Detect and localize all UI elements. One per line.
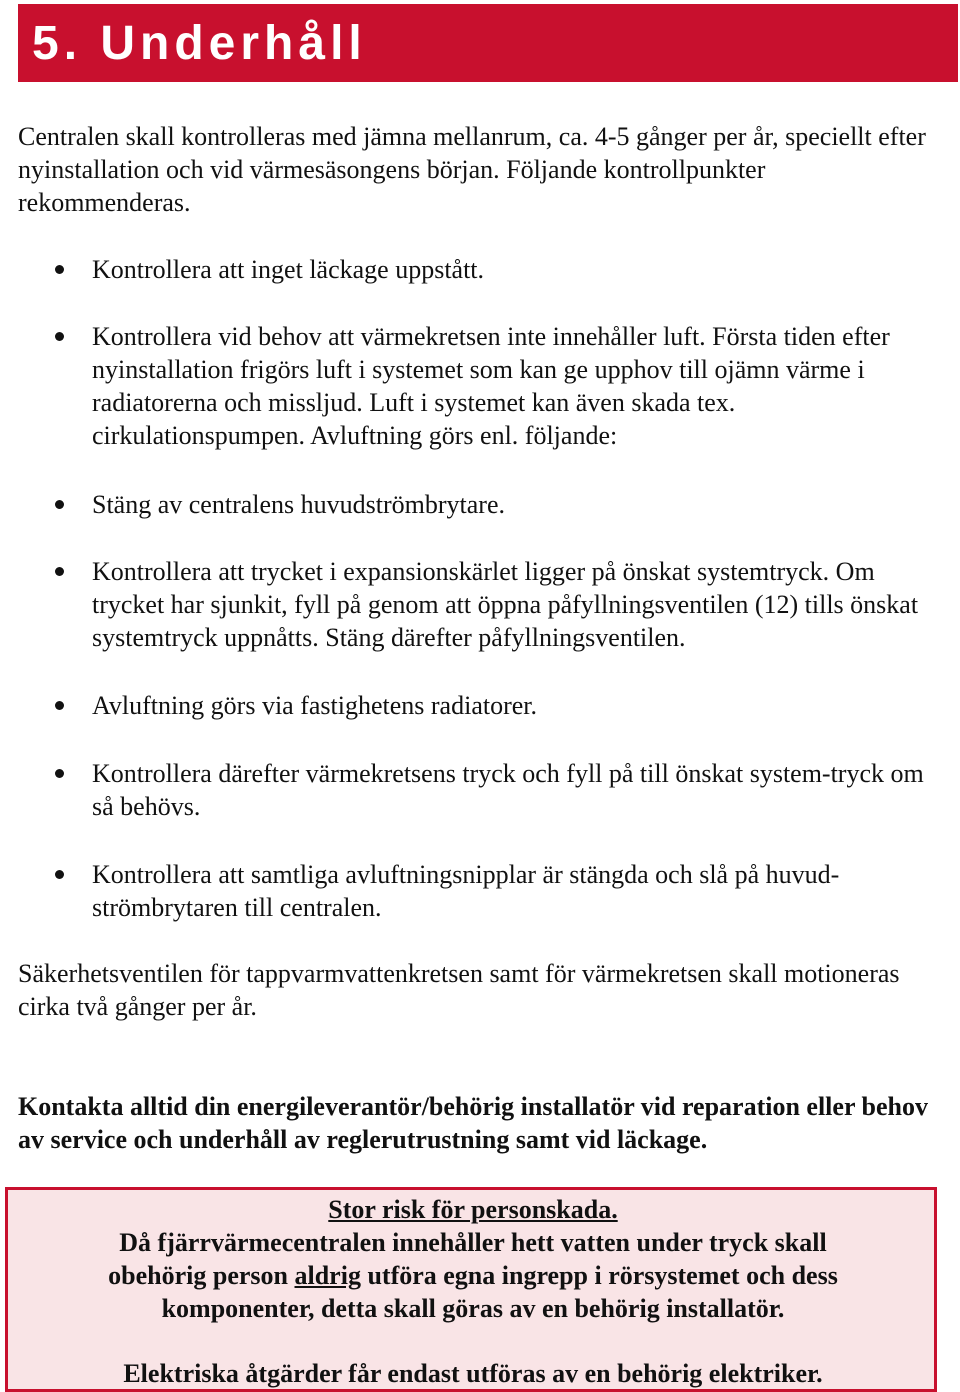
list-item: Kontrollera vid behov att värmekretsen inte innehåller luft. Första tiden efter nyinstallation frigörs luft i systemet som kan ge upphov till ojämn värme i radiatorerna och missljud. Luft i systemet kan även skada tex. cirkulationspumpen. Avluftning görs enl. följande:: [92, 322, 890, 450]
warning-line: [8, 1259, 938, 1292]
list-item: Stäng av centralens huvudströmbrytare.: [92, 490, 505, 519]
bullet-icon: [55, 265, 64, 274]
warning-line: komponenter, detta skall göras av en behörig installatör.: [161, 1294, 785, 1323]
list-item: Kontrollera att inget läckage uppstått.: [92, 255, 485, 284]
section-header: [18, 4, 958, 82]
safety-valve-paragraph: Säkerhetsventilen för tappvarmvattenkretsen samt för värmekretsen skall motioneras cirka två gånger per år.: [18, 959, 900, 1021]
section-title: 5. Underhåll: [32, 17, 367, 70]
bullet-icon: [55, 701, 64, 710]
warning-emphasis: aldrig: [294, 1261, 361, 1290]
warning-electrical-note: Elektriska åtgärder får endast utföras av en behörig elektriker.: [123, 1359, 823, 1388]
list-item: Kontrollera att trycket i expansionskärlet ligger på önskat systemtryck. Om trycket har sjunkit, fyll på genom att öppna påfyllningsventilen (12) tills önskat systemtryck uppnåtts. Stäng därefter påfyllningsventilen.: [92, 557, 919, 652]
bullet-icon: [55, 769, 64, 778]
list-item: Kontrollera därefter värmekretsens tryck och fyll på till önskat system-tryck om så behövs.: [92, 759, 924, 821]
warning-line: Då fjärrvärmecentralen innehåller hett vatten under tryck skall: [119, 1228, 827, 1257]
warning-text: utföra egna ingrepp i rörsystemet och dess: [360, 1261, 838, 1290]
list-item: Avluftning görs via fastighetens radiatorer.: [92, 691, 538, 720]
intro-paragraph: Centralen skall kontrolleras med jämna mellanrum, ca. 4-5 gånger per år, speciellt efter nyinstallation och vid värmesäsongens början. Följande kontrollpunkter rekommenderas.: [18, 122, 926, 217]
bullet-icon: [55, 567, 64, 576]
bullet-icon: [55, 870, 64, 879]
warning-heading: Stor risk för personskada.: [328, 1195, 618, 1224]
bullet-icon: [55, 332, 64, 341]
bullet-icon: [55, 500, 64, 509]
list-item: Kontrollera att samtliga avluftningsnipplar är stängda och slå på huvud-strömbrytaren till centralen.: [92, 860, 840, 922]
warning-box: [5, 1187, 937, 1392]
contact-paragraph: Kontakta alltid din energileverantör/behörig installatör vid reparation eller behov av service och underhåll av reglerutrustning samt vid läckage.: [18, 1092, 928, 1154]
warning-text: obehörig person: [108, 1261, 295, 1290]
